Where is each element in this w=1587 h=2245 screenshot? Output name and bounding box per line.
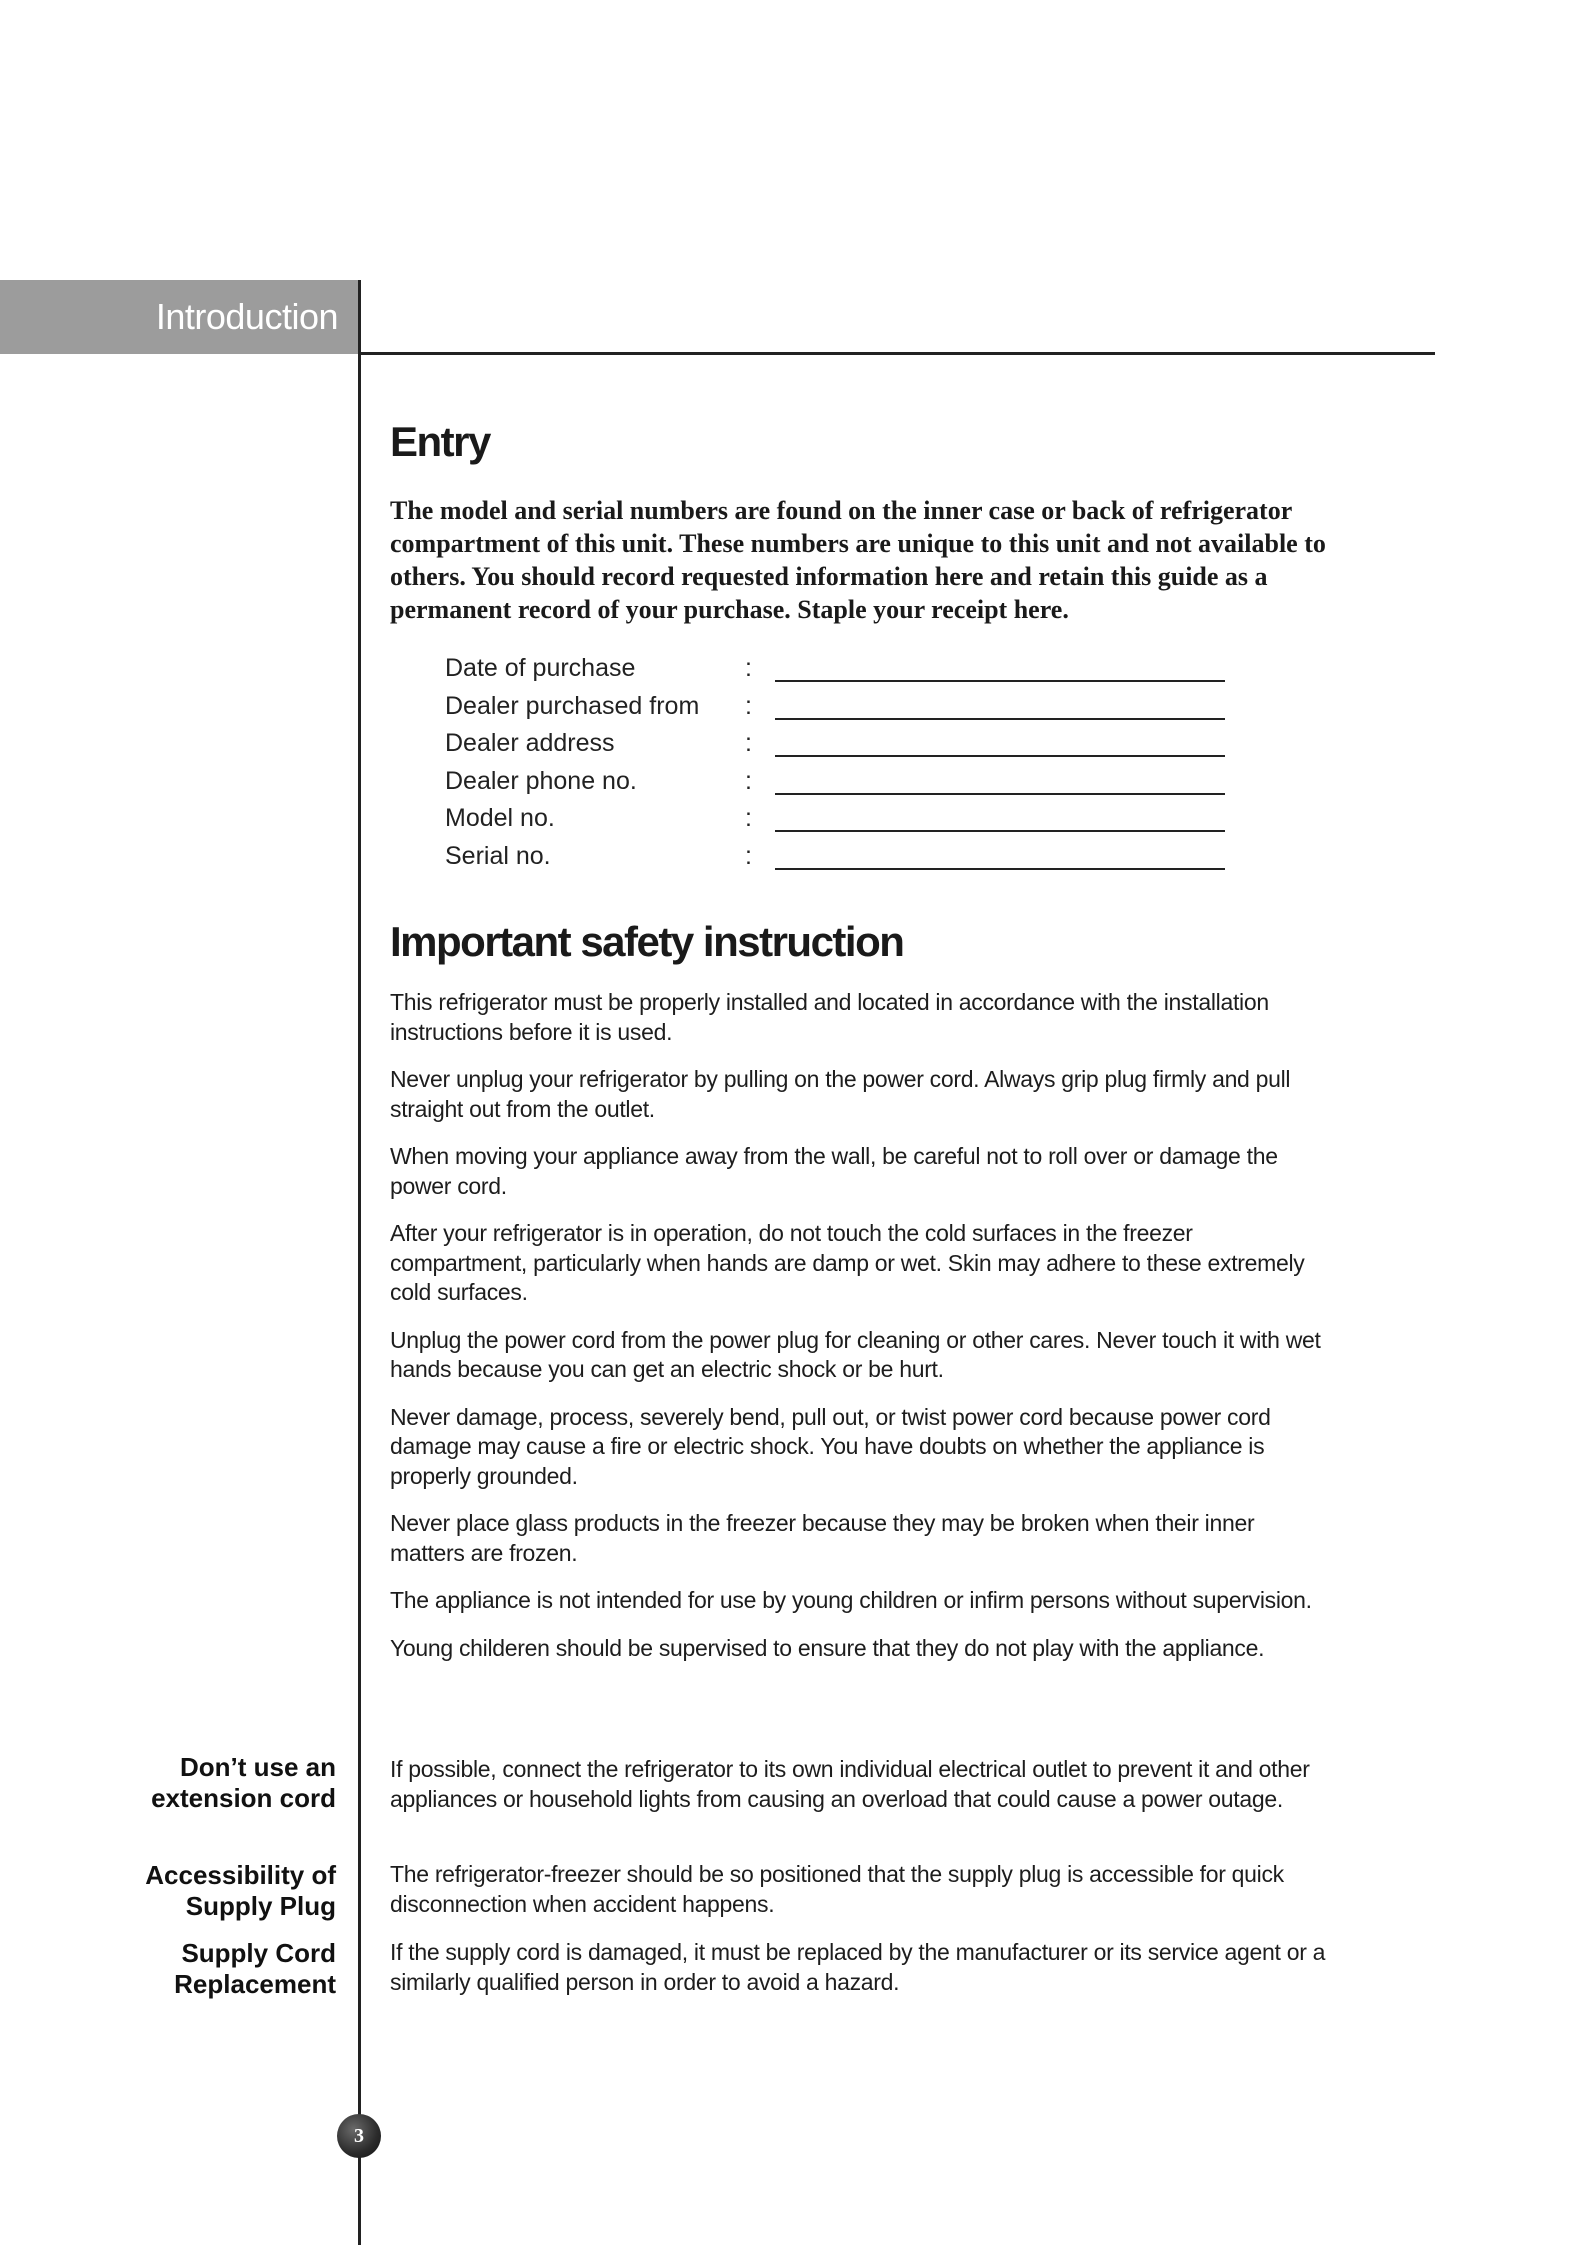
safety-paragraph: The appliance is not intended for use by young children or infirm persons without supervision. (390, 1587, 1312, 1613)
margin-rule (358, 280, 361, 2245)
field-colon: : (745, 729, 752, 757)
side-heading-extension-cord (40, 1752, 336, 1814)
side-text-supply-plug: The refrigerator-freezer should be so positioned that the supply plug is accessible for quick disconnection when accident happens. (390, 1861, 1284, 1917)
safety-paragraph: Unplug the power cord from the power plug for cleaning or other cares. Never touch it with wet hands because you can get an electric shock or be hurt. (390, 1326, 1321, 1382)
field-row (445, 652, 1265, 690)
field-row (445, 690, 1265, 728)
safety-title: Important safety instruction (390, 918, 904, 965)
section-tab-label: Introduction (155, 296, 338, 337)
safety-paragraphs (390, 988, 1330, 1681)
field-label: Date of purchase (445, 654, 636, 682)
field-blank-line (775, 868, 1225, 870)
field-row (445, 802, 1265, 840)
field-colon: : (745, 841, 752, 870)
safety-paragraph: Never place glass products in the freezer because they may be broken when their inner matters are frozen. (390, 1510, 1255, 1566)
field-label: Dealer phone no. (445, 766, 637, 795)
field-blank-line (775, 755, 1225, 757)
field-row (445, 840, 1265, 878)
side-text-extension-cord: If possible, connect the refrigerator to its own individual electrical outlet to prevent it and other appliances or household lights from causing an overload that could cause a power outage. (390, 1756, 1310, 1812)
field-colon: : (745, 804, 752, 832)
side-heading-line: Don’t use an (179, 1752, 336, 1782)
field-blank-line (775, 830, 1225, 832)
header-rule (358, 352, 1435, 355)
side-heading-line: Replacement (174, 1969, 336, 1999)
safety-paragraph: When moving your appliance away from the wall, be careful not to roll over or damage the power cord. (390, 1143, 1278, 1199)
side-heading-supply-cord (40, 1938, 336, 2000)
field-colon: : (745, 766, 752, 795)
side-heading-line: Supply Plug (185, 1891, 336, 1921)
field-blank-line (775, 793, 1225, 795)
field-row (445, 765, 1265, 803)
section-tab (0, 280, 358, 354)
field-label: Dealer purchased from (445, 691, 700, 720)
record-fields (445, 652, 1265, 877)
field-blank-line (775, 680, 1225, 682)
side-heading-supply-plug (40, 1860, 336, 1922)
side-text-supply-cord: If the supply cord is damaged, it must be replaced by the manufacturer or its service agent or a similarly qualified person in order to avoid a hazard. (390, 1939, 1326, 1995)
page-number-badge: 3 (337, 2114, 381, 2158)
field-label: Model no. (445, 804, 555, 832)
safety-paragraph: After your refrigerator is in operation, do not touch the cold surfaces in the freezer compartment, particularly when hands are damp or wet. Skin may adhere to these extremely cold surfaces. (390, 1220, 1305, 1305)
field-row (445, 727, 1265, 765)
field-colon: : (745, 691, 752, 720)
safety-paragraph: Never damage, process, severely bend, pull out, or twist power cord because power cord damage may cause a fire or electric shock. You have doubts on whether the appliance is properly grounded. (390, 1403, 1271, 1489)
field-colon: : (745, 654, 752, 682)
safety-paragraph: This refrigerator must be properly installed and located in accordance with the installation instructions before it is used. (390, 989, 1269, 1045)
safety-paragraph: Never unplug your refrigerator by pulling on the power cord. Always grip plug firmly and pull straight out from the outlet. (390, 1066, 1291, 1122)
field-blank-line (775, 718, 1225, 720)
side-heading-line: Accessibility of (145, 1860, 336, 1890)
side-heading-line: extension cord (151, 1783, 336, 1813)
entry-title: Entry (390, 418, 490, 465)
side-heading-line: Supply Cord (181, 1938, 336, 1968)
field-label: Dealer address (445, 729, 615, 757)
field-label: Serial no. (445, 841, 551, 870)
safety-paragraph: Young childeren should be supervised to ensure that they do not play with the appliance. (390, 1634, 1265, 1661)
entry-intro: The model and serial numbers are found on the inner case or back of refrigerator compartment of this unit. These numbers are unique to this unit and not available to others. You should record requested information here and retain this guide as a permanent record of your purchase. Staple your receipt here. (390, 496, 1326, 624)
